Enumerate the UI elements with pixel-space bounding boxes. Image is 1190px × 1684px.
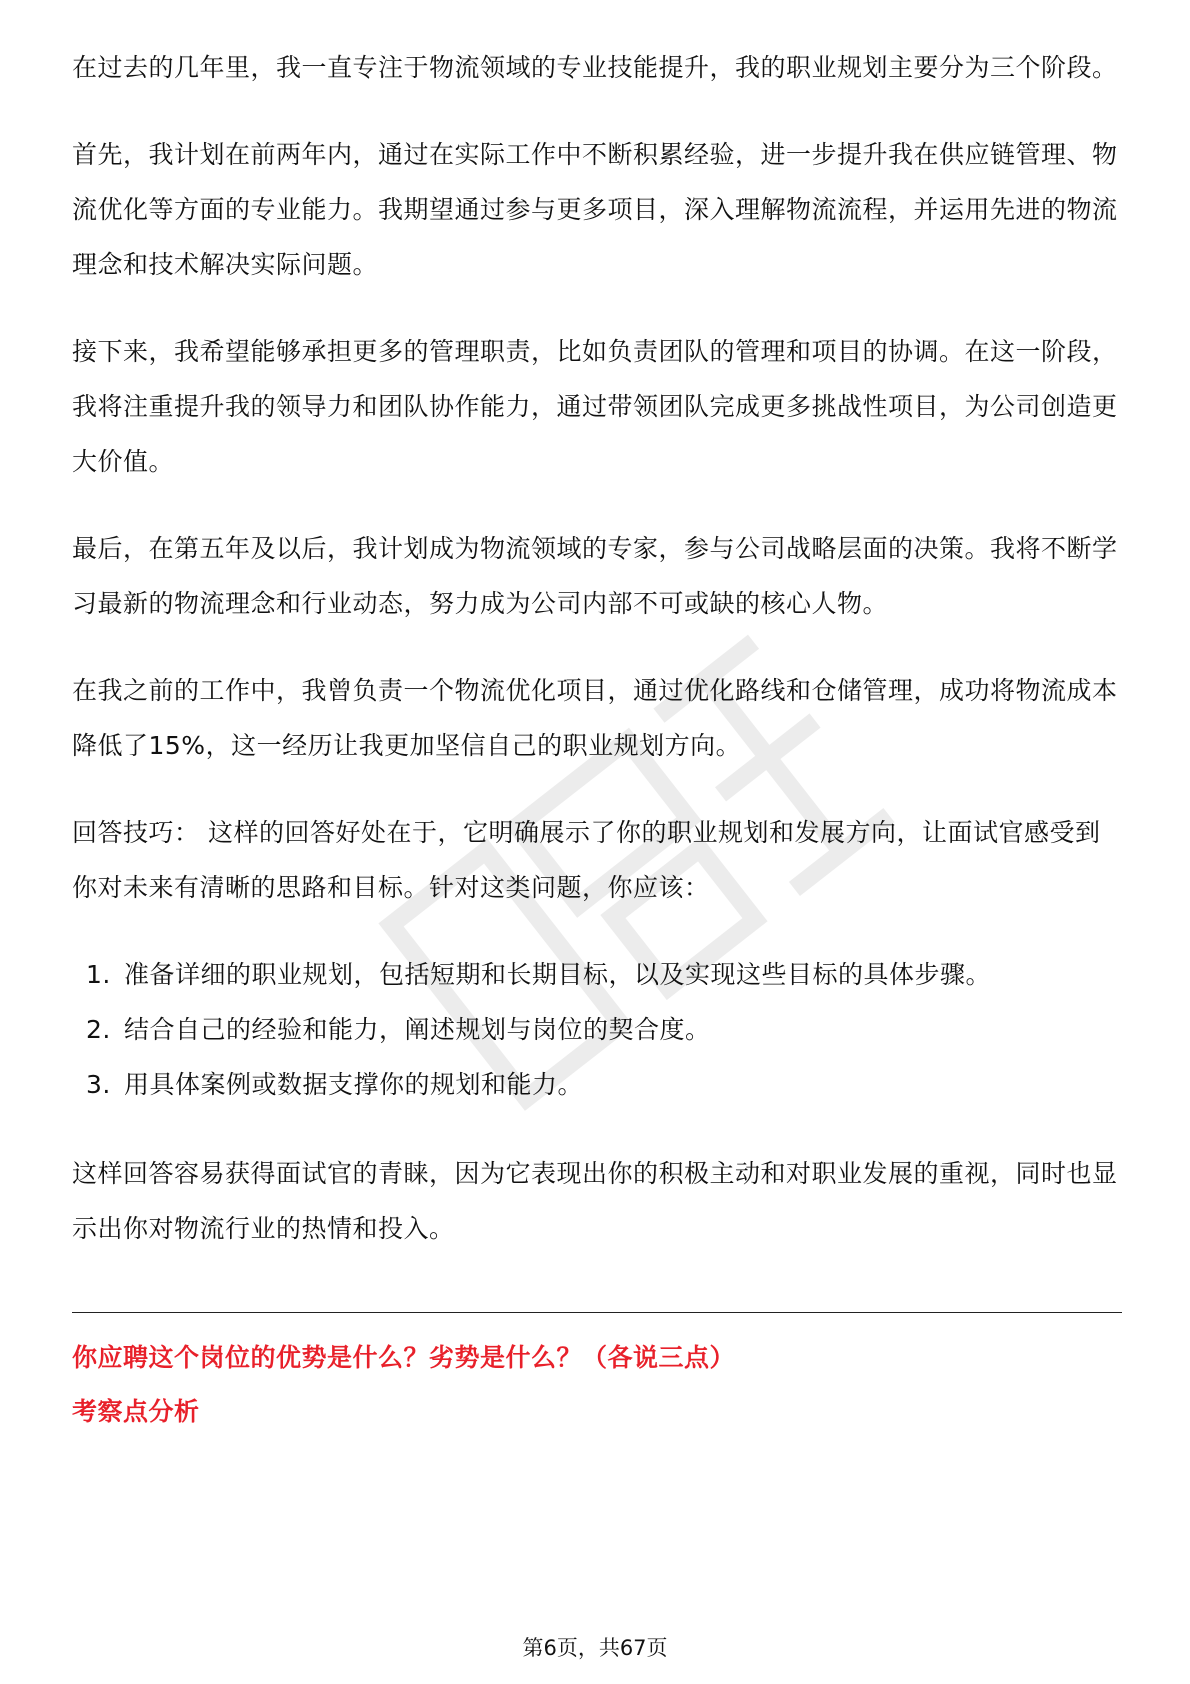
list-item	[72, 1002, 1122, 1057]
paragraph-closing: 这样回答容易获得面试官的青睐，因为它表现出你的积极主动和对职业发展的重视，同时也显示出你对物流行业的热情和投入。	[72, 1159, 1118, 1243]
list-item-number: 3.	[86, 1070, 111, 1099]
document-page	[72, 40, 1122, 1439]
list-item-number: 1.	[86, 960, 111, 989]
paragraph-stage-one: 首先，我计划在前两年内，通过在实际工作中不断积累经验，进一步提升我在供应链管理、物流优化等方面的专业能力。我期望通过参与更多项目，深入理解物流流程，并运用先进的物流理念和技术解决实际问题。	[72, 140, 1118, 279]
list-item-number: 2.	[86, 1015, 111, 1044]
list-item	[72, 1057, 1122, 1112]
analysis-heading: 考察点分析	[72, 1397, 200, 1426]
list-item-text: 用具体案例或数据支撑你的规划和能力。	[124, 1070, 584, 1099]
paragraph-intro: 在过去的几年里，我一直专注于物流领域的专业技能提升，我的职业规划主要分为三个阶段。	[72, 53, 1118, 82]
section-divider	[72, 1312, 1122, 1313]
paragraph-experience: 在我之前的工作中，我曾负责一个物流优化项目，通过优化路线和仓储管理，成功将物流成本降低了15%，这一经历让我更加坚信自己的职业规划方向。	[72, 676, 1118, 760]
list-item	[72, 947, 1122, 1002]
tips-list	[72, 947, 1122, 1112]
page-footer: 第6页，共67页	[522, 1636, 668, 1660]
paragraph-answer-tips: 回答技巧： 这样的回答好处在于，它明确展示了你的职业规划和发展方向，让面试官感受到你对未来有清晰的思路和目标。针对这类问题，你应该：	[72, 818, 1101, 902]
list-item-text: 准备详细的职业规划，包括短期和长期目标，以及实现这些目标的具体步骤。	[124, 960, 992, 989]
list-item-text: 结合自己的经验和能力，阐述规划与岗位的契合度。	[124, 1015, 711, 1044]
paragraph-stage-two: 接下来，我希望能够承担更多的管理职责，比如负责团队的管理和项目的协调。在这一阶段，我将注重提升我的领导力和团队协作能力，通过带领团队完成更多挑战性项目，为公司创造更大价值。	[72, 337, 1118, 476]
next-question-heading: 你应聘这个岗位的优势是什么？劣势是什么？（各说三点）	[72, 1343, 736, 1372]
paragraph-stage-three: 最后，在第五年及以后，我计划成为物流领域的专家，参与公司战略层面的决策。我将不断学习最新的物流理念和行业动态，努力成为公司内部不可或缺的核心人物。	[72, 534, 1118, 618]
